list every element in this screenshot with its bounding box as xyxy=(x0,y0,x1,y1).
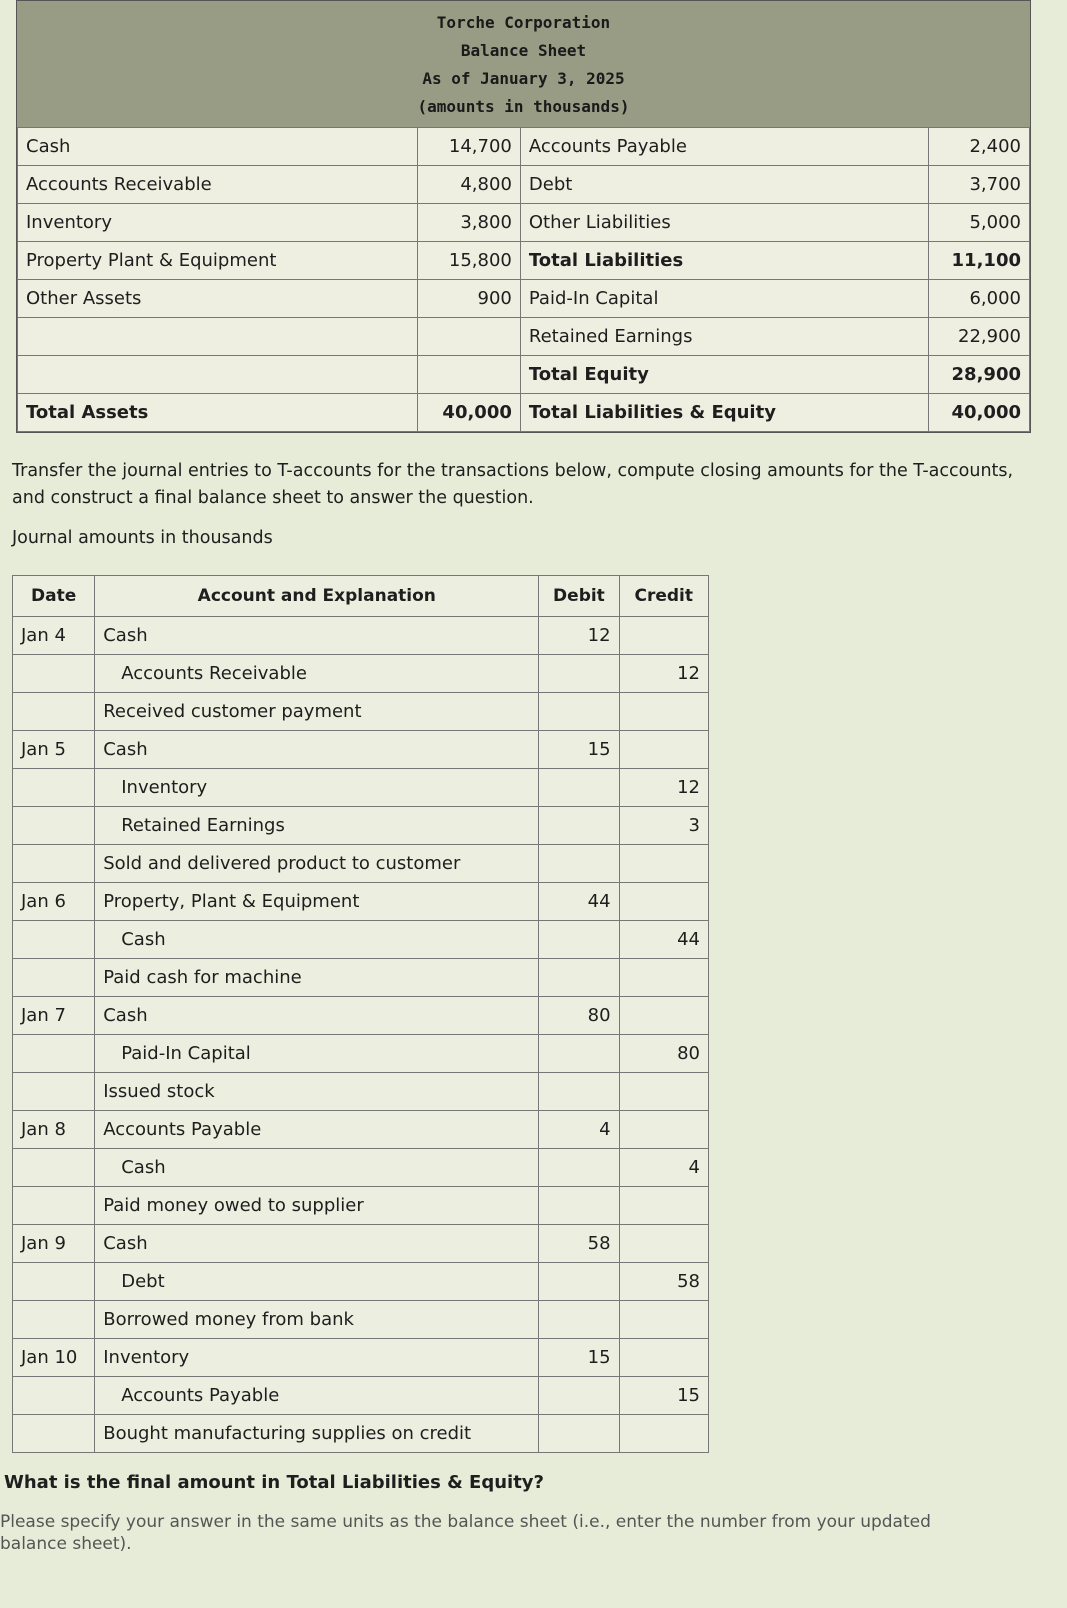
liability-equity-label: Accounts Payable xyxy=(520,128,928,166)
header-account: Account and Explanation xyxy=(95,576,539,617)
journal-account: Inventory xyxy=(95,769,539,807)
balance-sheet-row xyxy=(18,242,1030,280)
journal-date xyxy=(13,1301,95,1339)
journal-debit xyxy=(539,959,619,997)
journal-account: Inventory xyxy=(95,1339,539,1377)
journal-debit xyxy=(539,769,619,807)
journal-credit: 80 xyxy=(619,1035,708,1073)
journal-date xyxy=(13,1415,95,1453)
asset-value: 3,800 xyxy=(417,204,520,242)
journal-date xyxy=(13,769,95,807)
journal-debit: 58 xyxy=(539,1225,619,1263)
question: What is the final amount in Total Liabilities & Equity? xyxy=(4,1472,544,1493)
total-assets-label: Total Assets xyxy=(18,394,418,432)
journal-date xyxy=(13,1149,95,1187)
total-liabilities-equity-value: 40,000 xyxy=(928,394,1029,432)
journal-date xyxy=(13,845,95,883)
journal-debit xyxy=(539,1149,619,1187)
balance-sheet-row xyxy=(18,204,1030,242)
journal-row xyxy=(13,959,709,997)
liability-equity-value: 5,000 xyxy=(928,204,1029,242)
journal-credit: 3 xyxy=(619,807,708,845)
journal-debit: 44 xyxy=(539,883,619,921)
total-assets-value: 40,000 xyxy=(417,394,520,432)
journal-account: Borrowed money from bank xyxy=(95,1301,539,1339)
journal-account: Issued stock xyxy=(95,1073,539,1111)
journal-credit xyxy=(619,1301,708,1339)
balance-sheet-row xyxy=(18,356,1030,394)
liability-equity-value: 6,000 xyxy=(928,280,1029,318)
journal-account: Cash xyxy=(95,921,539,959)
journal-row xyxy=(13,807,709,845)
liability-equity-label: Paid-In Capital xyxy=(520,280,928,318)
asset-label: Other Assets xyxy=(18,280,418,318)
journal-row xyxy=(13,1377,709,1415)
balance-sheet-table xyxy=(17,127,1030,432)
journal-credit xyxy=(619,959,708,997)
journal-row xyxy=(13,1415,709,1453)
journal-account: Cash xyxy=(95,1225,539,1263)
asset-label: Accounts Receivable xyxy=(18,166,418,204)
journal-credit: 58 xyxy=(619,1263,708,1301)
journal-debit: 15 xyxy=(539,1339,619,1377)
instructions: Transfer the journal entries to T-accounts for the transactions below, compute closing amounts for the T-accounts, and construct a final balance sheet to answer the question. xyxy=(12,461,1014,508)
asset-value xyxy=(417,318,520,356)
journal-credit: 4 xyxy=(619,1149,708,1187)
journal-row xyxy=(13,617,709,655)
journal-row xyxy=(13,921,709,959)
journal-header-row xyxy=(13,576,709,617)
journal-account: Accounts Payable xyxy=(95,1377,539,1415)
journal-credit xyxy=(619,1225,708,1263)
journal-debit xyxy=(539,1377,619,1415)
asset-label xyxy=(18,318,418,356)
journal-credit xyxy=(619,845,708,883)
journal-credit xyxy=(619,997,708,1035)
journal-credit xyxy=(619,883,708,921)
statement-title: Balance Sheet xyxy=(460,41,587,60)
liability-equity-value: 28,900 xyxy=(928,356,1029,394)
balance-sheet-total-row xyxy=(18,394,1030,432)
journal-date: Jan 10 xyxy=(13,1339,95,1377)
journal-row xyxy=(13,1073,709,1111)
journal-row xyxy=(13,997,709,1035)
liability-equity-value: 2,400 xyxy=(928,128,1029,166)
journal-account: Sold and delivered product to customer xyxy=(95,845,539,883)
balance-sheet-row xyxy=(18,128,1030,166)
journal-debit xyxy=(539,655,619,693)
asset-value: 14,700 xyxy=(417,128,520,166)
journal-debit xyxy=(539,1415,619,1453)
journal-row xyxy=(13,1263,709,1301)
liability-equity-label: Debt xyxy=(520,166,928,204)
journal-row xyxy=(13,1111,709,1149)
statement-date: As of January 3, 2025 xyxy=(422,69,625,88)
journal-credit: 44 xyxy=(619,921,708,959)
journal-debit xyxy=(539,1301,619,1339)
liability-equity-value: 3,700 xyxy=(928,166,1029,204)
journal-account: Cash xyxy=(95,617,539,655)
journal-debit: 80 xyxy=(539,997,619,1035)
journal-account: Accounts Payable xyxy=(95,1111,539,1149)
asset-label: Inventory xyxy=(18,204,418,242)
journal-date xyxy=(13,1187,95,1225)
journal-table xyxy=(12,575,709,1453)
journal-credit xyxy=(619,1187,708,1225)
journal-account: Cash xyxy=(95,731,539,769)
journal-credit: 12 xyxy=(619,769,708,807)
journal-date xyxy=(13,693,95,731)
journal-credit xyxy=(619,1111,708,1149)
journal-account: Received customer payment xyxy=(95,693,539,731)
balance-sheet-row xyxy=(18,280,1030,318)
journal-date: Jan 9 xyxy=(13,1225,95,1263)
journal-credit xyxy=(619,617,708,655)
journal-row xyxy=(13,655,709,693)
statement-units: (amounts in thousands) xyxy=(417,97,630,116)
journal-row xyxy=(13,1339,709,1377)
liability-equity-value: 22,900 xyxy=(928,318,1029,356)
total-liabilities-equity-label: Total Liabilities & Equity xyxy=(520,394,928,432)
journal-credit: 12 xyxy=(619,655,708,693)
journal-account: Cash xyxy=(95,1149,539,1187)
journal-date: Jan 5 xyxy=(13,731,95,769)
journal-debit xyxy=(539,1263,619,1301)
journal-date: Jan 6 xyxy=(13,883,95,921)
asset-value xyxy=(417,356,520,394)
asset-value: 15,800 xyxy=(417,242,520,280)
journal-debit: 4 xyxy=(539,1111,619,1149)
journal-account: Bought manufacturing supplies on credit xyxy=(95,1415,539,1453)
journal-account: Paid-In Capital xyxy=(95,1035,539,1073)
journal-date xyxy=(13,959,95,997)
journal-debit xyxy=(539,1035,619,1073)
liability-equity-value: 11,100 xyxy=(928,242,1029,280)
journal-row xyxy=(13,1035,709,1073)
answer-note: Please specify your answer in the same units as the balance sheet (i.e., enter the number from your updated balance sheet). xyxy=(0,1512,931,1554)
asset-label: Cash xyxy=(18,128,418,166)
journal-debit xyxy=(539,807,619,845)
journal-account: Retained Earnings xyxy=(95,807,539,845)
journal-credit: 15 xyxy=(619,1377,708,1415)
journal-credit xyxy=(619,1339,708,1377)
journal-account: Paid cash for machine xyxy=(95,959,539,997)
journal-row xyxy=(13,731,709,769)
balance-sheet-row xyxy=(18,166,1030,204)
journal-row xyxy=(13,1187,709,1225)
journal-title: Journal amounts in thousands xyxy=(12,528,273,548)
journal-account: Cash xyxy=(95,997,539,1035)
journal-row xyxy=(13,1225,709,1263)
journal-debit: 12 xyxy=(539,617,619,655)
journal-credit xyxy=(619,1073,708,1111)
journal-account: Debt xyxy=(95,1263,539,1301)
journal-row xyxy=(13,693,709,731)
header-credit: Credit xyxy=(619,576,708,617)
header-debit: Debit xyxy=(539,576,619,617)
journal-date xyxy=(13,807,95,845)
journal-debit xyxy=(539,693,619,731)
balance-sheet xyxy=(16,0,1031,433)
journal-credit xyxy=(619,731,708,769)
balance-sheet-row xyxy=(18,318,1030,356)
liability-equity-label: Total Equity xyxy=(520,356,928,394)
journal-date xyxy=(13,1377,95,1415)
journal-date xyxy=(13,1035,95,1073)
journal-date: Jan 4 xyxy=(13,617,95,655)
journal-date: Jan 8 xyxy=(13,1111,95,1149)
header-date: Date xyxy=(13,576,95,617)
journal-account: Accounts Receivable xyxy=(95,655,539,693)
journal-credit xyxy=(619,693,708,731)
liability-equity-label: Total Liabilities xyxy=(520,242,928,280)
journal-row xyxy=(13,769,709,807)
journal-row xyxy=(13,883,709,921)
journal-debit xyxy=(539,921,619,959)
asset-value: 900 xyxy=(417,280,520,318)
journal-date xyxy=(13,921,95,959)
journal-date xyxy=(13,655,95,693)
liability-equity-label: Retained Earnings xyxy=(520,318,928,356)
journal-debit xyxy=(539,845,619,883)
journal-credit xyxy=(619,1415,708,1453)
journal-row xyxy=(13,1149,709,1187)
asset-value: 4,800 xyxy=(417,166,520,204)
journal-row xyxy=(13,1301,709,1339)
asset-label xyxy=(18,356,418,394)
journal-debit xyxy=(539,1187,619,1225)
liability-equity-label: Other Liabilities xyxy=(520,204,928,242)
journal-account: Property, Plant & Equipment xyxy=(95,883,539,921)
journal-debit: 15 xyxy=(539,731,619,769)
journal-date xyxy=(13,1263,95,1301)
journal-debit xyxy=(539,1073,619,1111)
company-name: Torche Corporation xyxy=(436,13,611,32)
journal-account: Paid money owed to supplier xyxy=(95,1187,539,1225)
journal xyxy=(12,575,709,1453)
journal-date: Jan 7 xyxy=(13,997,95,1035)
asset-label: Property Plant & Equipment xyxy=(18,242,418,280)
balance-sheet-header xyxy=(17,1,1030,127)
journal-date xyxy=(13,1073,95,1111)
journal-row xyxy=(13,845,709,883)
